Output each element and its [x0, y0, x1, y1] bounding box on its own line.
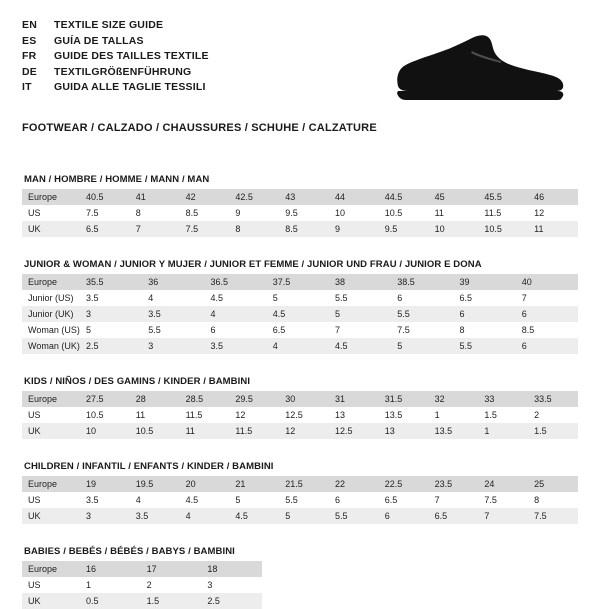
size-cell: 9.5	[379, 221, 429, 237]
size-cell: 7.5	[397, 325, 410, 335]
size-cell: 4	[148, 293, 154, 303]
size-cell: 36.5	[205, 274, 267, 290]
language-code: DE	[22, 65, 37, 78]
size-table	[22, 476, 578, 524]
size-cell: 3	[207, 580, 213, 590]
table-row	[22, 221, 578, 237]
language-code: ES	[22, 34, 37, 47]
size-group	[22, 461, 578, 524]
size-cell: 5.5	[329, 508, 379, 524]
size-cell: 11	[528, 221, 578, 237]
size-cell: 5.5	[335, 293, 348, 303]
size-cell: 3.5	[205, 338, 267, 354]
size-cell: 37.5	[267, 274, 329, 290]
size-cell: 5	[86, 325, 92, 335]
size-cell: 5	[272, 293, 278, 303]
size-cell: 10	[429, 221, 479, 237]
size-cell: 5	[329, 306, 391, 322]
language-row	[22, 80, 209, 96]
size-cell: 9.5	[285, 208, 298, 218]
size-cell: 21	[229, 476, 279, 492]
size-cell: 31.5	[379, 391, 429, 407]
size-cell: 12.5	[285, 410, 303, 420]
row-label: Europe	[22, 391, 80, 407]
size-cell: 45.5	[478, 189, 528, 205]
size-group-title: BABIES / BEBÉS / BÉBÉS / BABYS / BAMBINI	[24, 546, 235, 557]
size-cell: 5	[279, 508, 329, 524]
size-cell: 11.5	[185, 410, 203, 420]
row-label: Woman (UK)	[22, 338, 80, 354]
size-cell: 6.5	[272, 325, 286, 335]
size-cell: 46	[528, 189, 578, 205]
size-cell: 4	[205, 306, 267, 322]
size-cell: 6	[379, 508, 429, 524]
table-row	[22, 407, 578, 423]
language-title: GUÍA DE TALLAS	[54, 34, 144, 47]
size-cell: 2	[146, 580, 152, 590]
size-cell: 13.5	[384, 410, 403, 420]
size-cell: 31	[329, 391, 379, 407]
size-cell: 3.5	[142, 306, 204, 322]
language-title-list	[22, 18, 209, 96]
size-cell: 17	[141, 561, 202, 577]
size-cell: 42.5	[229, 189, 279, 205]
table-row	[22, 593, 262, 609]
size-cell: 44.5	[379, 189, 429, 205]
size-cell: 21.5	[279, 476, 329, 492]
size-cell: 5.5	[391, 306, 453, 322]
size-cell: 27.5	[80, 391, 130, 407]
language-code: EN	[22, 19, 37, 31]
size-cell: 36	[142, 274, 204, 290]
size-cell: 28	[130, 391, 180, 407]
document-header	[22, 18, 578, 106]
size-cell: 4	[180, 508, 230, 524]
size-cell: 6	[516, 338, 578, 354]
size-cell: 8	[534, 495, 540, 505]
size-cell: 41	[130, 189, 180, 205]
size-cell: 6	[454, 306, 516, 322]
table-row	[22, 423, 578, 439]
size-group	[22, 376, 578, 439]
size-cell: 3.5	[86, 293, 99, 303]
size-cell: 11	[180, 423, 230, 439]
size-cell: 3	[142, 338, 204, 354]
size-cell: 38	[329, 274, 391, 290]
size-cell: 13	[379, 423, 429, 439]
size-cell: 3	[80, 508, 130, 524]
size-cell: 19.5	[130, 476, 180, 492]
size-cell: 39	[454, 274, 516, 290]
size-cell: 8	[135, 208, 141, 218]
size-cell: 7.5	[484, 495, 497, 505]
size-cell: 12	[235, 410, 246, 420]
size-cell: 42	[180, 189, 230, 205]
size-cell: 5.5	[148, 325, 161, 335]
size-cell: 8.5	[521, 325, 535, 335]
size-cell: 1	[86, 580, 92, 590]
size-table	[22, 274, 578, 354]
size-table	[22, 561, 262, 609]
size-cell: 13.5	[429, 423, 479, 439]
size-cell: 10.5	[478, 221, 528, 237]
size-cell: 45	[429, 189, 479, 205]
row-label: US	[28, 208, 41, 218]
size-cell: 5.5	[285, 495, 298, 505]
table-row	[22, 322, 578, 338]
size-cell: 33.5	[528, 391, 578, 407]
table-row	[22, 508, 578, 524]
row-label: Europe	[22, 189, 80, 205]
size-cell: 3	[80, 306, 142, 322]
table-row	[22, 205, 578, 221]
size-group-title: KIDS / NIÑOS / DES GAMINS / KINDER / BAMBINI	[24, 376, 251, 387]
size-cell: 6.5	[459, 293, 473, 303]
table-row	[22, 561, 262, 577]
row-label: US	[28, 580, 41, 590]
size-cell: 11	[135, 410, 146, 420]
size-cell: 7	[335, 325, 341, 335]
language-code: FR	[22, 50, 37, 62]
row-label: UK	[22, 508, 80, 524]
table-row	[22, 577, 262, 593]
size-cell: 10	[80, 423, 130, 439]
size-cell: 6.5	[80, 221, 130, 237]
size-cell: 5.5	[454, 338, 516, 354]
size-cell: 13	[334, 410, 345, 420]
size-cell: 7	[434, 495, 440, 505]
size-cell: 3.5	[130, 508, 180, 524]
size-table	[22, 189, 578, 237]
row-label: US	[28, 495, 41, 505]
size-cell: 35.5	[80, 274, 142, 290]
size-cell: 6.5	[429, 508, 479, 524]
size-cell: 19	[80, 476, 130, 492]
size-cell: 8	[459, 325, 465, 335]
size-cell: 8	[229, 221, 279, 237]
size-cell: 23.5	[429, 476, 479, 492]
size-cell: 1.5	[528, 423, 578, 439]
size-cell: 22.5	[379, 476, 429, 492]
size-cell: 4.5	[329, 338, 391, 354]
size-cell: 18	[201, 561, 262, 577]
size-group-title: MAN / HOMBRE / HOMME / MANN / MAN	[24, 174, 210, 185]
size-group-title: CHILDREN / INFANTIL / ENFANTS / KINDER / BAMBINI	[24, 461, 274, 472]
size-cell: 28.5	[180, 391, 230, 407]
size-cell: 9	[329, 221, 379, 237]
size-cell: 2.5	[201, 593, 262, 609]
size-cell: 40.5	[80, 189, 130, 205]
size-cell: 9	[235, 208, 241, 218]
row-label: UK	[22, 221, 80, 237]
language-row	[22, 65, 209, 81]
size-cell: 4.5	[229, 508, 279, 524]
size-cell: 12	[534, 208, 545, 218]
size-table	[22, 391, 578, 439]
language-title: TEXTILGRÖßENFÜHRUNG	[54, 65, 192, 78]
size-cell: 8.5	[279, 221, 329, 237]
size-cell: 12.5	[329, 423, 379, 439]
footwear-section-title: FOOTWEAR / CALZADO / CHAUSSURES / SCHUHE / CALZATURE	[22, 122, 377, 134]
size-cell: 1	[434, 410, 440, 420]
size-cell: 10.5	[130, 423, 180, 439]
row-label: UK	[22, 593, 80, 609]
language-row	[22, 49, 209, 65]
dress-shoe-icon	[358, 26, 568, 106]
table-row	[22, 492, 578, 508]
row-label: Europe	[22, 476, 80, 492]
size-cell: 4	[267, 338, 329, 354]
size-cell: 7	[130, 221, 180, 237]
size-cell: 11.5	[484, 208, 502, 218]
size-cell: 1.5	[484, 410, 497, 420]
size-cell: 7	[521, 293, 527, 303]
table-row	[22, 189, 578, 205]
size-cell: 3.5	[86, 495, 99, 505]
size-cell: 30	[279, 391, 329, 407]
size-cell: 5	[235, 495, 241, 505]
size-cell: 43	[279, 189, 329, 205]
size-cell: 8.5	[185, 208, 199, 218]
size-cell: 12	[279, 423, 329, 439]
size-cell: 7.5	[86, 208, 99, 218]
size-cell: 4.5	[210, 293, 224, 303]
row-label: Europe	[22, 274, 80, 290]
size-cell: 10.5	[384, 208, 403, 218]
row-label: Junior (UK)	[22, 306, 80, 322]
language-title: TEXTILE SIZE GUIDE	[54, 19, 164, 31]
row-label: Junior (US)	[28, 293, 74, 303]
size-cell: 16	[80, 561, 141, 577]
language-row	[22, 34, 209, 50]
size-cell: 24	[478, 476, 528, 492]
size-cell: 33	[478, 391, 528, 407]
size-cell: 4.5	[185, 495, 199, 505]
size-cell: 38.5	[391, 274, 453, 290]
size-cell: 29.5	[229, 391, 279, 407]
size-group-title: JUNIOR & WOMAN / JUNIOR Y MUJER / JUNIOR ET FEMME / JUNIOR UND FRAU / JUNIOR E DONA	[24, 259, 482, 270]
language-title: GUIDE DES TAILLES TEXTILE	[54, 50, 209, 62]
size-cell: 40	[516, 274, 578, 290]
size-cell: 6	[516, 306, 578, 322]
size-cell: 5	[391, 338, 453, 354]
table-row	[22, 391, 578, 407]
table-row	[22, 476, 578, 492]
table-row	[22, 274, 578, 290]
table-row	[22, 338, 578, 354]
size-cell: 22	[329, 476, 379, 492]
size-cell: 44	[329, 189, 379, 205]
table-row	[22, 306, 578, 322]
size-cell: 25	[528, 476, 578, 492]
size-cell: 6	[334, 495, 340, 505]
size-cell: 1	[478, 423, 528, 439]
size-cell: 6	[210, 325, 216, 335]
size-cell: 11.5	[229, 423, 279, 439]
size-group	[22, 259, 578, 354]
size-cell: 0.5	[80, 593, 141, 609]
size-cell: 7.5	[528, 508, 578, 524]
language-title: GUIDA ALLE TAGLIE TESSILI	[54, 81, 206, 93]
size-cell: 7	[478, 508, 528, 524]
size-cell: 1.5	[141, 593, 202, 609]
size-cell: 10.5	[86, 410, 104, 420]
size-tables-container	[22, 174, 578, 609]
size-cell: 4.5	[267, 306, 329, 322]
size-cell: 11	[434, 208, 444, 218]
size-cell: 2	[534, 410, 540, 420]
size-cell: 4	[135, 495, 141, 505]
size-cell: 6.5	[384, 495, 398, 505]
size-cell: 7.5	[180, 221, 230, 237]
size-cell: 32	[429, 391, 479, 407]
language-row	[22, 18, 209, 34]
size-cell: 20	[180, 476, 230, 492]
size-group	[22, 174, 578, 237]
row-label: UK	[22, 423, 80, 439]
row-label: Woman (US)	[28, 325, 80, 335]
row-label: US	[28, 410, 41, 420]
size-cell: 2.5	[80, 338, 142, 354]
size-cell: 10	[334, 208, 345, 218]
row-label: Europe	[22, 561, 80, 577]
size-cell: 6	[397, 293, 403, 303]
table-row	[22, 290, 578, 306]
language-code: IT	[22, 81, 32, 93]
